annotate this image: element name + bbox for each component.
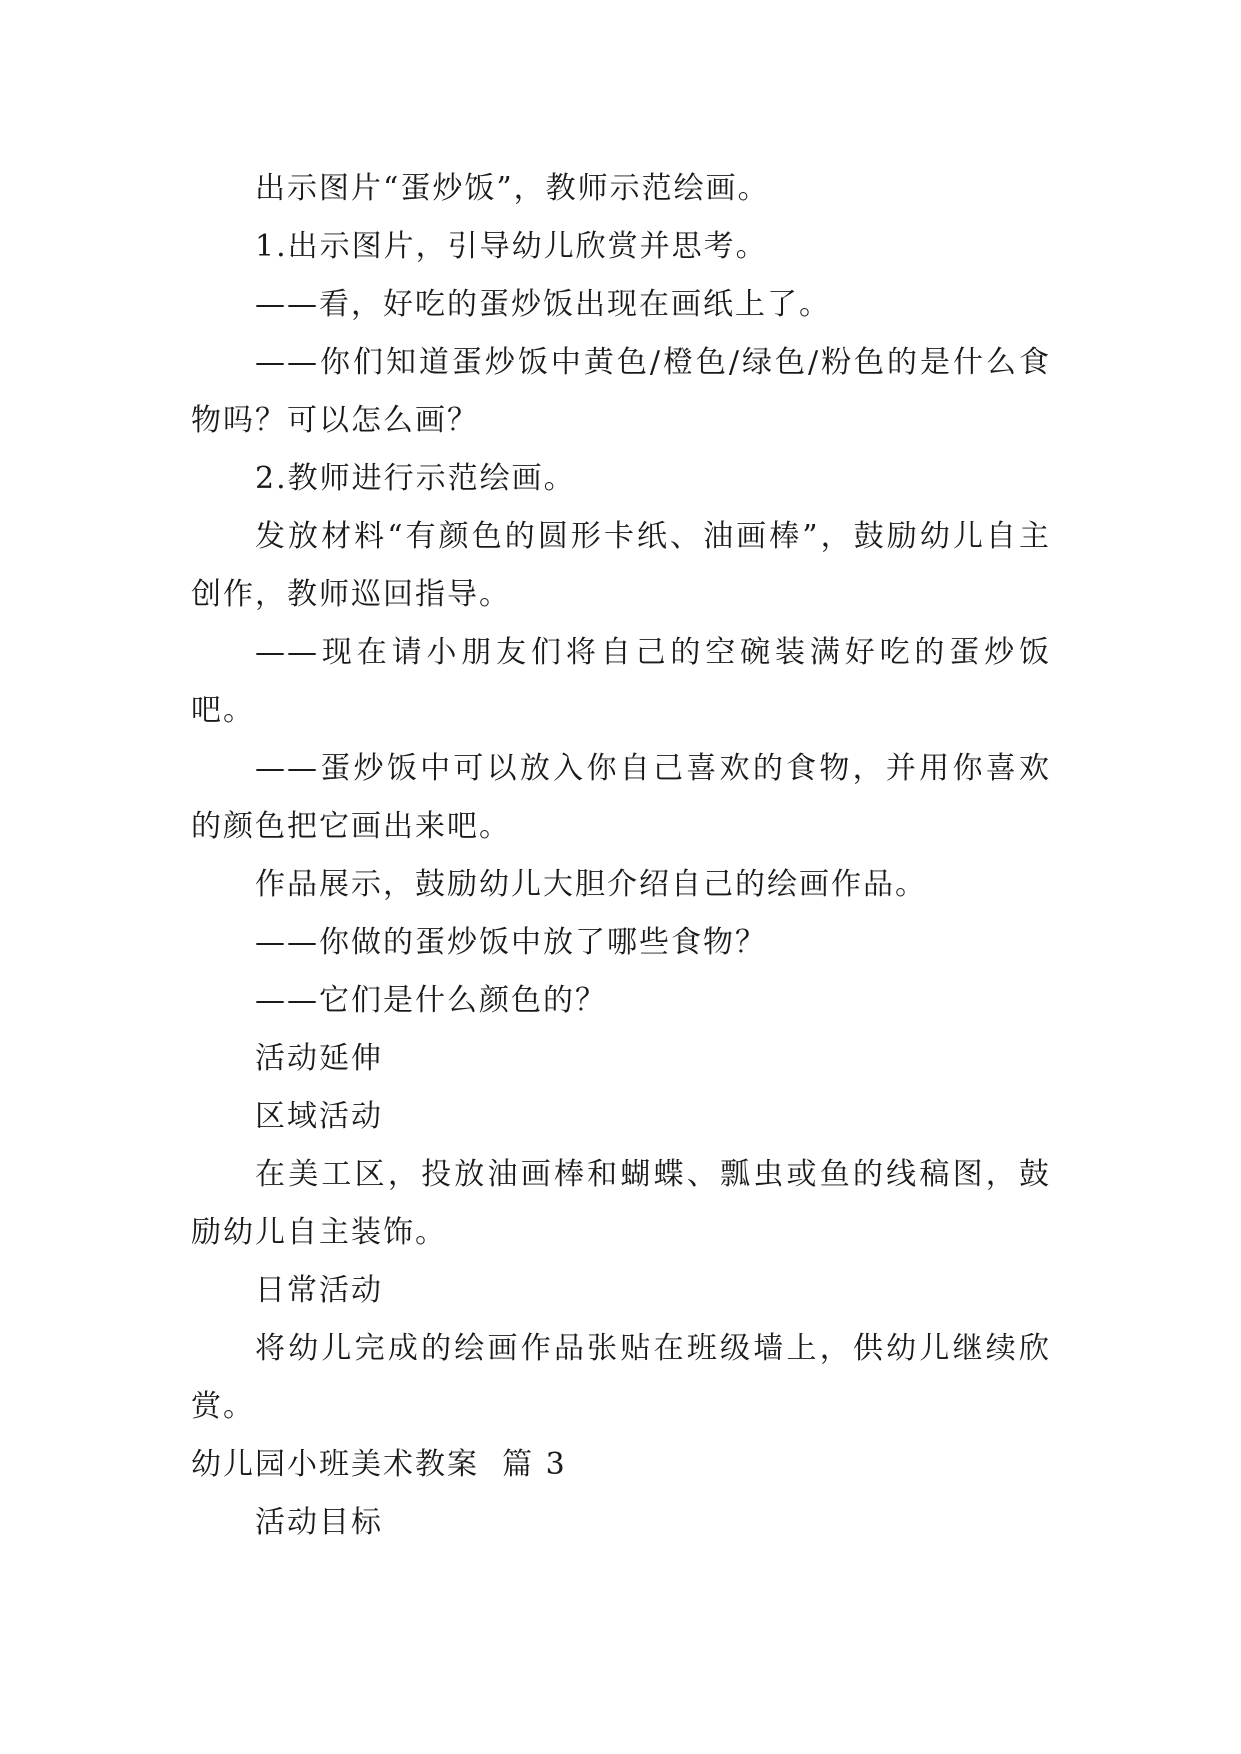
paragraph: 在美工区，投放油画棒和蝴蝶、瓢虫或鱼的线稿图，鼓励幼儿自主装饰。 <box>191 1157 1051 1250</box>
dialogue-line: ——你做的蛋炒饭中放了哪些食物？ <box>255 925 767 960</box>
dialogue-line: ——蛋炒饭中可以放入你自己喜欢的食物，并用你喜欢的颜色把它画出来吧。 <box>191 751 1051 844</box>
paragraph: 发放材料“有颜色的圆形卡纸、油画棒”，鼓励幼儿自主创作，教师巡回指导。 <box>191 519 1051 612</box>
document-body <box>191 160 1051 1552</box>
numbered-step: 2.教师进行示范绘画。 <box>255 461 576 496</box>
section-heading: 活动延伸 <box>255 1041 383 1076</box>
subsection-heading: 日常活动 <box>255 1273 383 1308</box>
dialogue-line: ——它们是什么颜色的？ <box>255 983 607 1018</box>
numbered-step: 1.出示图片，引导幼儿欣赏并思考。 <box>255 229 768 264</box>
paragraph: 将幼儿完成的绘画作品张贴在班级墙上，供幼儿继续欣赏。 <box>191 1331 1051 1424</box>
paragraph: 作品展示，鼓励幼儿大胆介绍自己的绘画作品。 <box>255 867 927 902</box>
article-title: 幼儿园小班美术教案 篇 3 <box>191 1447 567 1482</box>
paragraph: 出示图片“蛋炒饭”，教师示范绘画。 <box>255 171 770 206</box>
subsection-heading: 区域活动 <box>255 1099 383 1134</box>
dialogue-line: ——现在请小朋友们将自己的空碗装满好吃的蛋炒饭吧。 <box>191 635 1051 728</box>
dialogue-line: ——看，好吃的蛋炒饭出现在画纸上了。 <box>255 287 831 322</box>
dialogue-line: ——你们知道蛋炒饭中黄色/橙色/绿色/粉色的是什么食物吗？可以怎么画？ <box>191 345 1051 438</box>
section-heading: 活动目标 <box>255 1505 383 1540</box>
